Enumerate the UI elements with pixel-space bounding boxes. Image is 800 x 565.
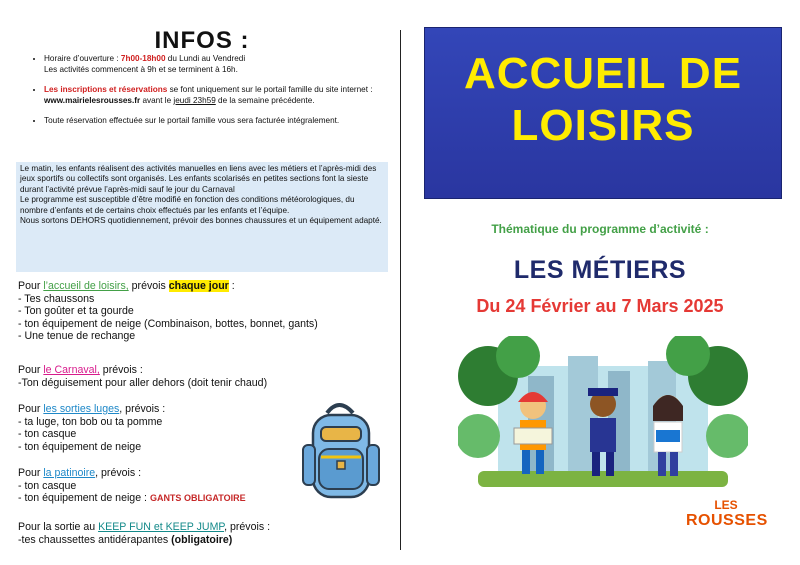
list-item: - ton équipement de neige bbox=[18, 440, 142, 453]
list-item bbox=[44, 54, 394, 75]
backpack-icon bbox=[299, 395, 381, 505]
section-luges: Pour les sorties luges, prévois : - ta luge, ton bob ou ta pomme - ton casque - ton équipement de neige bbox=[18, 403, 390, 453]
section-keepfun: Pour la sortie au KEEP FUN et KEEP JUMP, prévois : -tes chaussettes antidérapantes (obligatoire) bbox=[18, 521, 271, 546]
list-item: - Tes chaussons bbox=[18, 292, 95, 305]
link-patinoire[interactable]: la patinoire bbox=[43, 467, 96, 479]
info-list bbox=[32, 54, 394, 137]
banner-title-line2: LOISIRS bbox=[511, 101, 695, 150]
registrations-text2: avant le bbox=[140, 95, 174, 105]
box-paragraph-2: Le programme est susceptible d’être modifié en fonction des conditions météorologiques, du nombre d’enfants et de certains choix effectués par les enfants et l’équipe. bbox=[20, 195, 355, 215]
link-accueil[interactable]: l’accueil de loisirs, bbox=[43, 280, 129, 292]
logo-line2: ROUSSES bbox=[686, 512, 768, 529]
website-link[interactable]: www.mairielesrousses.fr bbox=[44, 95, 141, 105]
logo-line1: LES bbox=[714, 498, 738, 512]
les-rousses-logo bbox=[686, 499, 766, 549]
title-banner bbox=[424, 27, 782, 199]
list-item: - ton équipement de neige : bbox=[18, 492, 150, 505]
list-item: -tes chaussettes antidérapantes bbox=[18, 533, 172, 546]
link-carnaval[interactable]: le Carnaval, bbox=[43, 364, 100, 376]
box-paragraph-1: Le matin, les enfants réalisent des activités manuelles en liens avec les métiers et l’après-midi des jeux sportifs ou collectifs sont organisés. Les enfants scolarisés en petites sections font la sieste durant l’activité prévue l’après-midi sauf le jour du Carnaval bbox=[20, 164, 377, 194]
hours-activities: Les activités commencent à 9h et se terminent à 16h. bbox=[44, 64, 238, 74]
theme-title: LES MÉTIERS bbox=[513, 256, 687, 284]
list-item bbox=[44, 116, 394, 127]
list-item: - Une tenue de rechange bbox=[18, 330, 136, 343]
box-paragraph-3: Nous sortons DEHORS quotidiennement, prévoir des bonnes chaussures et un équipement adapté. bbox=[20, 216, 382, 226]
children-jobs-illustration bbox=[458, 336, 748, 502]
list-item: - ton casque bbox=[18, 479, 77, 492]
right-column bbox=[410, 0, 790, 565]
left-column bbox=[14, 0, 390, 565]
mandatory-note: (obligatoire) bbox=[171, 533, 233, 546]
registrations-label: Les inscriptions et réservations bbox=[44, 85, 168, 94]
program-info-box bbox=[16, 162, 388, 272]
section-daily: Pour l’accueil de loisirs, prévois chaque jour : - Tes chaussons - Ton goûter et ta gourde - ton équipement de neige (Combinaison, bottes, bonnet, gants) - Une tenue de rechange bbox=[18, 280, 390, 343]
column-divider bbox=[400, 30, 401, 550]
list-item: -Ton déguisement pour aller dehors (doit tenir chaud) bbox=[18, 376, 268, 389]
hours-value: 7h00-18h00 bbox=[120, 54, 166, 63]
list-item: - Ton goûter et ta gourde bbox=[18, 305, 134, 318]
infos-title: INFOS : bbox=[154, 27, 250, 54]
date-range: Du 24 Février au 7 Mars 2025 bbox=[476, 296, 724, 316]
registrations-text3: de la semaine précédente. bbox=[215, 95, 315, 105]
section-carnaval: Pour le Carnaval, prévois : -Ton déguisement pour aller dehors (doit tenir chaud) bbox=[18, 364, 390, 389]
link-luges[interactable]: les sorties luges bbox=[43, 403, 120, 415]
list-item bbox=[44, 85, 394, 106]
list-item: - ton équipement de neige (Combinaison, bottes, bonnet, gants) bbox=[18, 317, 318, 330]
banner-title-line1: ACCUEIL DE bbox=[463, 49, 743, 98]
theme-heading: Thématique du programme d’activité : bbox=[491, 222, 709, 236]
highlight-daily: chaque jour bbox=[168, 280, 229, 292]
list-item: - ton casque bbox=[18, 428, 77, 441]
section-patinoire: Pour la patinoire, prévois : - ton casque - ton équipement de neige : GANTS OBLIGATOIRE bbox=[18, 467, 390, 505]
registrations-text: se font uniquement sur le portail famille du site internet : bbox=[167, 85, 373, 94]
gloves-required: GANTS OBLIGATOIRE bbox=[149, 493, 246, 504]
hours-label: Horaire d’ouverture : bbox=[44, 54, 121, 63]
list-item: - ta luge, ton bob ou ta pomme bbox=[18, 415, 163, 428]
link-keepfun[interactable]: KEEP FUN et KEEP JUMP bbox=[98, 521, 225, 533]
deadline: jeudi 23h59 bbox=[173, 95, 216, 105]
hours-days: du Lundi au Vendredi bbox=[165, 54, 246, 63]
billing-note: Toute réservation effectuée sur le portail famille vous sera facturée intégralement. bbox=[44, 116, 340, 125]
